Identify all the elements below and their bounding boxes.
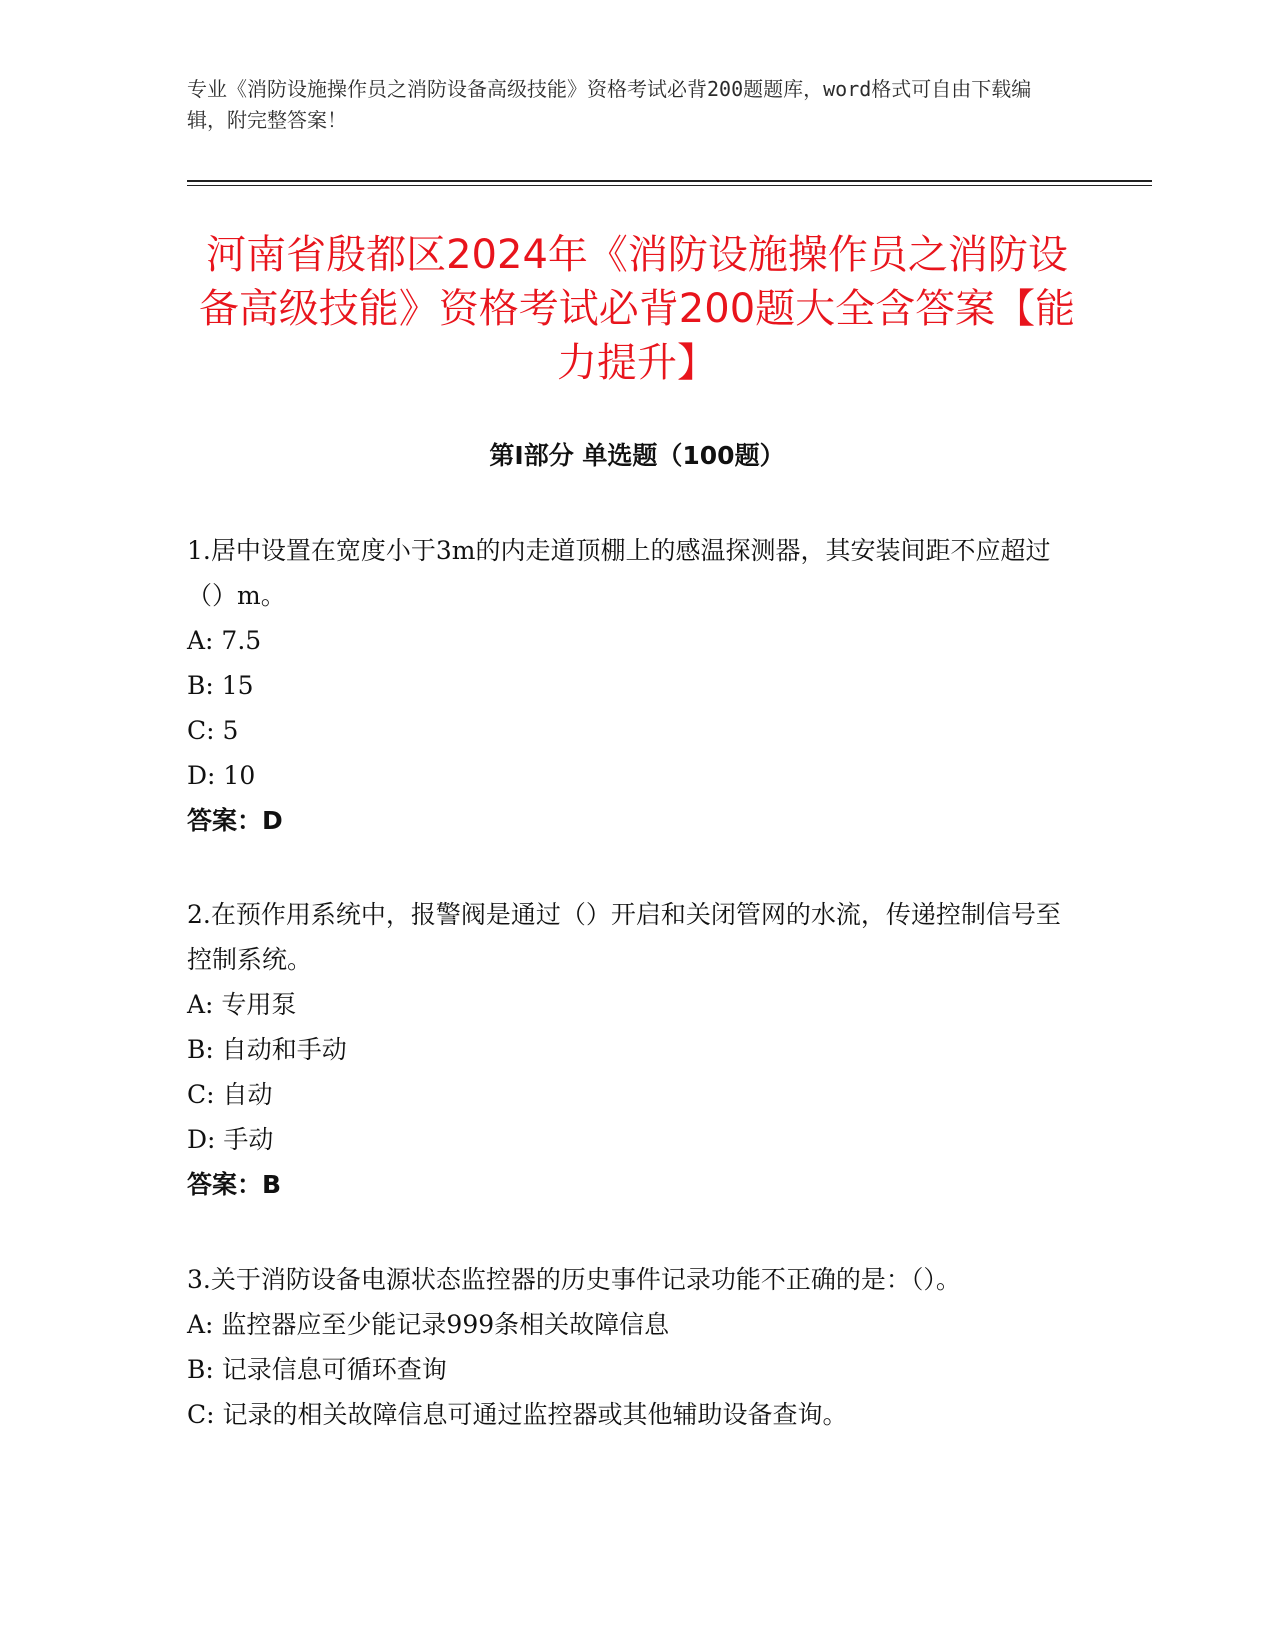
header-divider-thin bbox=[187, 185, 1152, 186]
document-title: 河南省殷都区2024年《消防设施操作员之消防设备高级技能》资格考试必背200题大全含答案【能力提升】 bbox=[198, 232, 1076, 386]
question-block bbox=[187, 892, 1067, 1207]
option-b: B: 自动和手动 bbox=[187, 1035, 347, 1064]
question-stem: 1.居中设置在宽度小于3m的内走道顶棚上的感温探测器，其安装间距不应超过（）m。 bbox=[187, 536, 1051, 610]
option-d: D: 10 bbox=[187, 761, 256, 790]
option-a: A: 7.5 bbox=[187, 626, 262, 655]
header-divider-thick bbox=[187, 180, 1152, 182]
question-block bbox=[187, 1257, 1067, 1437]
question-block bbox=[187, 528, 1067, 843]
question-stem: 3.关于消防设备电源状态监控器的历史事件记录功能不正确的是：（）。 bbox=[187, 1265, 961, 1294]
option-c: C: 自动 bbox=[187, 1080, 273, 1109]
option-b: B: 记录信息可循环查询 bbox=[187, 1355, 447, 1384]
option-d: D: 手动 bbox=[187, 1125, 274, 1154]
option-b: B: 15 bbox=[187, 671, 254, 700]
option-c: C: 记录的相关故障信息可通过监控器或其他辅助设备查询。 bbox=[187, 1400, 848, 1429]
answer-line: 答案：D bbox=[187, 806, 283, 835]
option-c: C: 5 bbox=[187, 716, 239, 745]
section-heading: 第I部分 单选题（100题） bbox=[489, 441, 785, 470]
option-a: A: 专用泵 bbox=[187, 990, 297, 1019]
option-a: A: 监控器应至少能记录999条相关故障信息 bbox=[187, 1310, 670, 1339]
answer-line: 答案：B bbox=[187, 1170, 282, 1199]
question-stem: 2.在预作用系统中，报警阀是通过（）开启和关闭管网的水流，传递控制信号至控制系统。 bbox=[187, 900, 1061, 974]
header-note: 专业《消防设施操作员之消防设备高级技能》资格考试必背200题题库，word格式可自由下载编辑，附完整答案！ bbox=[187, 77, 1032, 132]
